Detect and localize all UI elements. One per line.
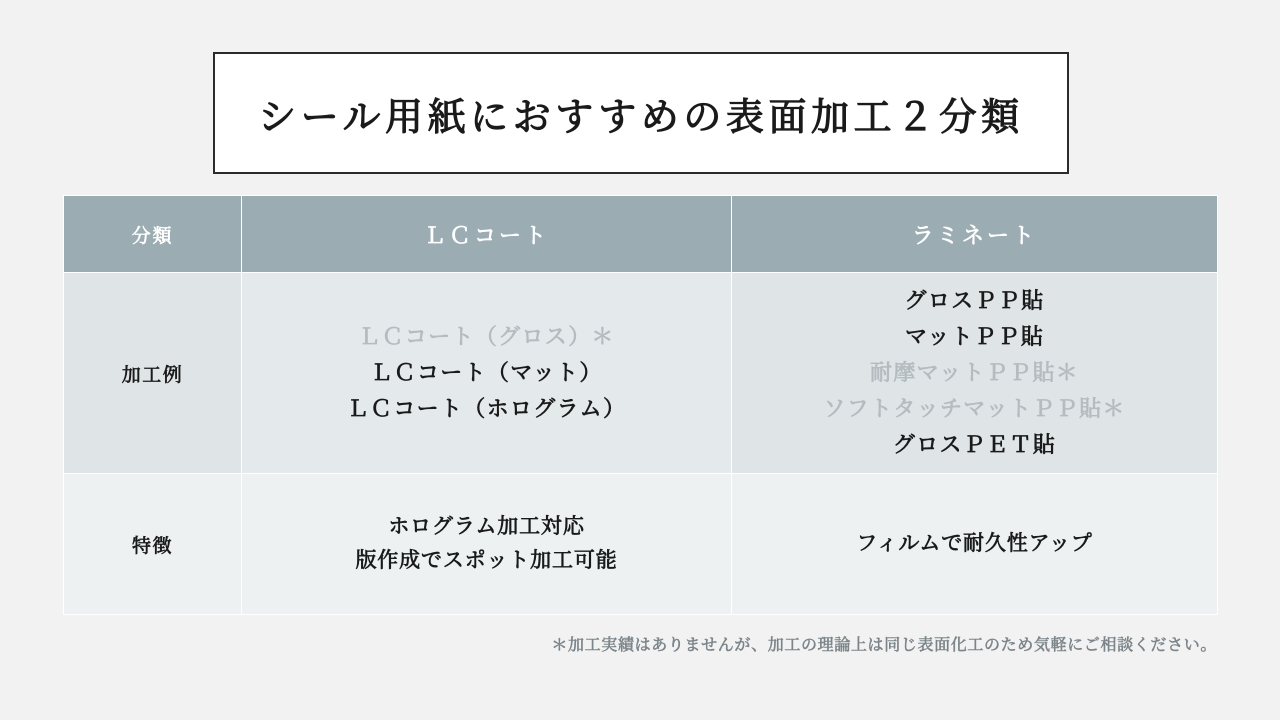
- title-box: [213, 52, 1069, 174]
- list-item: グロスＰＥＴ貼: [892, 431, 1057, 457]
- column-header-laminate: ラミネート: [732, 196, 1218, 273]
- table-header: [64, 196, 1218, 273]
- cell-laminate-examples: [732, 273, 1218, 474]
- table-row: [64, 474, 1218, 615]
- list-item: グロスＰＰ貼: [904, 288, 1045, 314]
- column-header-category: 分類: [64, 196, 242, 273]
- table-row: [64, 273, 1218, 474]
- list-item: 版作成でスポット加工可能: [355, 549, 618, 572]
- list-item: ホログラム加工対応: [388, 514, 585, 538]
- list-item: ＬＣコート（グロス）＊: [358, 324, 615, 350]
- column-header-lc-coat: ＬＣコート: [242, 196, 732, 273]
- row-label-processing-examples: 加工例: [64, 273, 242, 474]
- list-item: マットＰＰ貼: [904, 324, 1045, 350]
- row-label-features: 特徴: [64, 474, 242, 615]
- list-item: 耐摩マットＰＰ貼＊: [869, 360, 1079, 386]
- list-item: ＬＣコート（ホログラム）: [346, 395, 627, 421]
- comparison-table: [63, 195, 1218, 615]
- cell-lc-coat-features: [242, 474, 732, 615]
- table-body: [64, 273, 1218, 615]
- comparison-table-wrapper: [63, 195, 1217, 615]
- list-item: ＬＣコート（マット）: [370, 360, 603, 386]
- list-item: ソフトタッチマットＰＰ貼＊: [823, 395, 1126, 421]
- table-header-row: [64, 196, 1218, 273]
- footnote-text: ＊加工実績はありませんが、加工の理論上は同じ表面化工のため気軽にご相談ください。: [551, 637, 1217, 654]
- cell-laminate-features: [732, 474, 1218, 615]
- list-item: フィルムで耐久性アップ: [856, 531, 1093, 555]
- page-title: シール用紙におすすめの表面加工２分類: [258, 96, 1024, 139]
- cell-lc-coat-examples: [242, 273, 732, 474]
